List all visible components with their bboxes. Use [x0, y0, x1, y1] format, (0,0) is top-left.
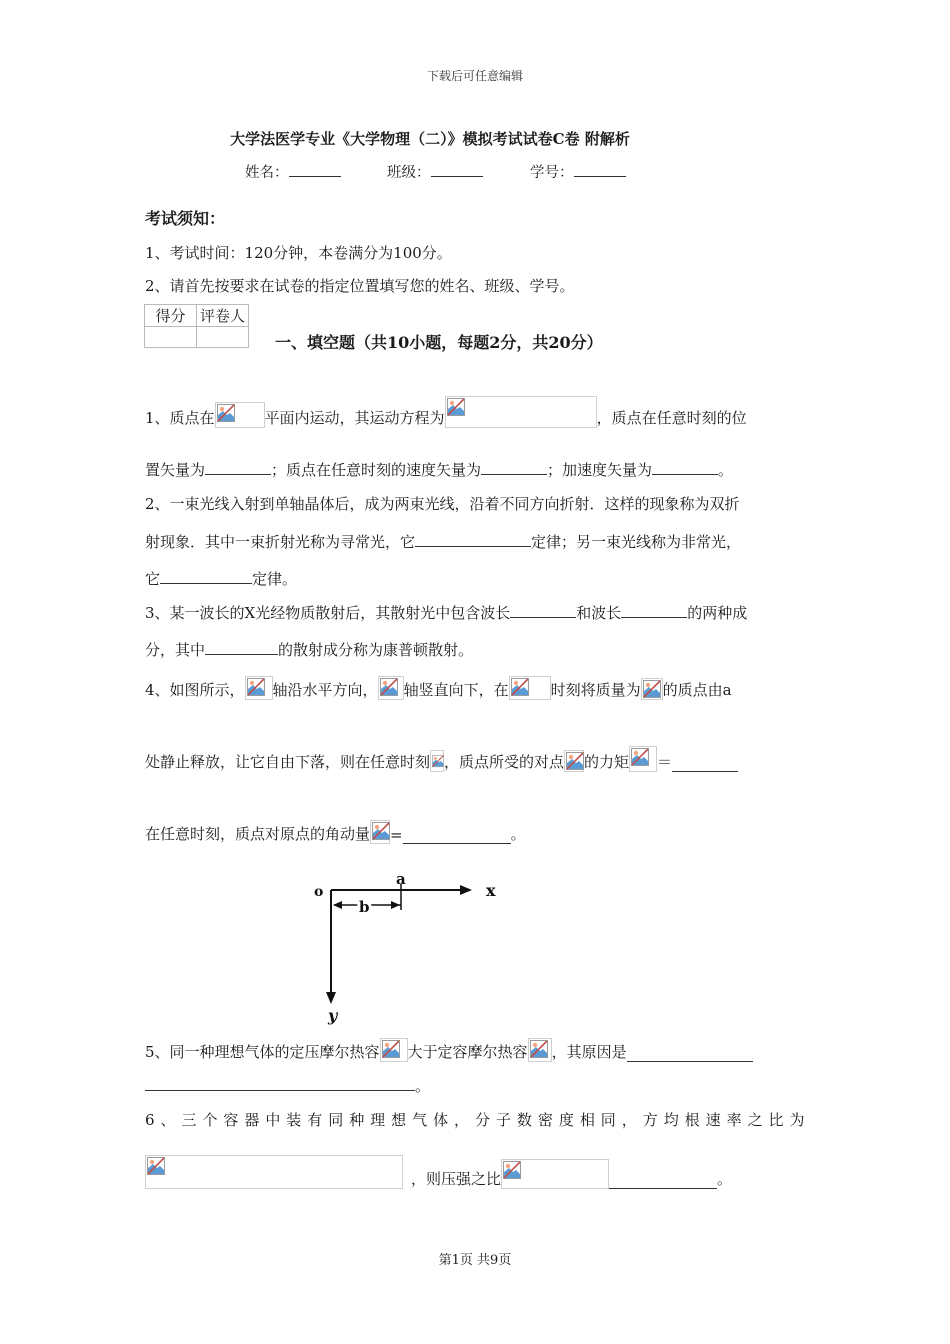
formula-image-icon: [629, 746, 657, 772]
notice-item-2: 2、请首先按要求在试卷的指定位置填写您的姓名、班级、学号。: [145, 277, 575, 295]
formula-image-icon: [564, 750, 584, 772]
question-6-line-1: 6、三个容器中装有同种理想气体，分子数密度相同，方均根速率之比为: [145, 1111, 805, 1129]
id-blank[interactable]: [574, 162, 626, 177]
answer-blank[interactable]: [672, 757, 738, 772]
section-heading: 一、填空题（共10小题，每题2分，共20分）: [275, 333, 603, 352]
q4-text-j: 在任意时刻，质点对原点的角动量: [145, 825, 371, 843]
q3-text-a: 3、某一波长的X光经物质散射后，其散射光中包含波长: [145, 604, 511, 622]
question-4-line-3: [145, 814, 526, 844]
question-5-line-2: [145, 1075, 430, 1096]
answer-blank[interactable]: [609, 1174, 717, 1189]
question-4-line-1: [145, 670, 732, 700]
answer-blank[interactable]: [205, 460, 271, 475]
question-4-line-2: [145, 742, 738, 772]
notice-heading: 考试须知：: [145, 209, 226, 228]
formula-image-icon: [501, 1159, 609, 1189]
formula-image-icon: [378, 676, 404, 700]
q2-text-c: 它: [145, 570, 161, 588]
name-label: 姓名：: [245, 165, 289, 181]
id-field: [530, 161, 626, 182]
class-label: 班级：: [387, 165, 431, 181]
answer-blank[interactable]: [652, 460, 718, 475]
formula-image-icon: [641, 678, 663, 700]
x-arrow: [460, 885, 472, 895]
answer-blank[interactable]: [145, 1076, 415, 1091]
q1-text-b: 平面内运动，其运动方程为: [264, 409, 445, 427]
b-label: b: [359, 898, 370, 916]
answer-blank[interactable]: [510, 603, 576, 618]
q6-text-a: ，则压强之比: [411, 1170, 502, 1188]
question-6-line-2: [145, 1153, 732, 1189]
q5-text-a: 5、同一种理想气体的定压摩尔热容: [145, 1043, 380, 1061]
formula-image-icon: [215, 402, 265, 428]
class-field: [387, 161, 483, 182]
q3-text-e: 的散射成分称为康普顿散射。: [278, 641, 474, 659]
q4-text-i: ＝: [657, 753, 673, 771]
q4-text-l: 。: [510, 825, 526, 843]
q4-text-d: 时刻将质量为: [550, 681, 641, 699]
origin-label: o: [314, 884, 324, 900]
q2-text-b: 定律；另一束光线称为非常光，: [531, 533, 742, 551]
notice-item-1: 1、考试时间：120分钟，本卷满分为100分。: [145, 244, 452, 262]
page-title: 大学法医学专业《大学物理（二）》模拟考试试卷C卷 附解析: [230, 130, 630, 148]
answer-blank[interactable]: [621, 603, 687, 618]
q3-text-d: 分，其中: [145, 641, 206, 659]
q4-text-b: 轴沿水平方向，: [272, 681, 378, 699]
y-label: y: [328, 1006, 338, 1025]
q1-text-d: 置矢量为: [145, 461, 206, 479]
q3-text-c: 的两种成: [687, 604, 748, 622]
q6-text-b: 。: [717, 1170, 733, 1188]
q4-text-g: ，质点所受的对点: [444, 753, 565, 771]
question-3-line-1: [145, 602, 747, 623]
q4-text-a: 4、如图所示，: [145, 681, 245, 699]
name-blank[interactable]: [289, 162, 341, 177]
question-2-line-1: 2、一束光线入射到单轴晶体后，成为两束光线，沿着不同方向折射．这样的现象称为双折: [145, 495, 740, 513]
formula-image-icon: [430, 750, 444, 772]
class-blank[interactable]: [431, 162, 483, 177]
q1-text-g: 。: [718, 461, 734, 479]
q5-text-b: 大于定容摩尔热容: [407, 1043, 528, 1061]
score-header: 得分: [145, 305, 197, 327]
question-1-line-2: [145, 459, 733, 480]
q4-text-e: 的质点由a: [662, 681, 732, 699]
q1-text-a: 1、质点在: [145, 409, 215, 427]
q4-text-k: =: [390, 826, 403, 844]
formula-image-icon: [370, 820, 390, 844]
answer-blank[interactable]: [160, 569, 252, 584]
q5-text-d: 。: [415, 1077, 431, 1095]
y-arrow: [326, 992, 336, 1004]
a-label: a: [396, 870, 406, 888]
coordinate-figure: [300, 866, 520, 1026]
page-footer: 第1页 共9页: [438, 1253, 512, 1268]
question-2-line-3: [145, 568, 297, 589]
name-field: [245, 161, 341, 182]
answer-blank[interactable]: [415, 532, 531, 547]
b-arrow-right: [391, 901, 400, 909]
q4-text-f: 处静止释放，让它自由下落，则在任意时刻: [145, 753, 431, 771]
q1-text-c: ，质点在任意时刻的位: [596, 409, 747, 427]
formula-image-icon: [528, 1038, 552, 1062]
formula-image-icon: [145, 1155, 403, 1189]
formula-image-icon: [445, 396, 597, 428]
q1-text-e: ；质点在任意时刻的速度矢量为: [271, 461, 482, 479]
answer-blank[interactable]: [403, 829, 511, 844]
question-3-line-2: [145, 639, 473, 660]
question-1-line-1: [145, 394, 747, 428]
q2-text-a: 射现象．其中一束折射光称为寻常光，它: [145, 533, 416, 551]
q2-text-d: 定律。: [252, 570, 298, 588]
q3-text-b: 和波长: [576, 604, 622, 622]
question-2-line-2: [145, 531, 741, 552]
q5-text-c: ，其原因是: [551, 1043, 627, 1061]
header-note: 下载后可任意编辑: [426, 69, 523, 83]
answer-blank[interactable]: [627, 1047, 753, 1062]
question-5-line-1: [145, 1032, 753, 1062]
q4-text-h: 的力矩: [584, 753, 630, 771]
q4-text-c: 轴竖直向下，在: [403, 681, 509, 699]
q1-text-f: ；加速度矢量为: [547, 461, 653, 479]
answer-blank[interactable]: [205, 640, 278, 655]
b-arrow-left: [333, 901, 342, 909]
formula-image-icon: [245, 676, 273, 700]
formula-image-icon: [509, 676, 551, 700]
answer-blank[interactable]: [481, 460, 547, 475]
x-label: x: [486, 881, 496, 900]
formula-image-icon: [380, 1038, 408, 1062]
id-label: 学号：: [530, 165, 574, 181]
grader-header: 评卷人: [197, 305, 249, 327]
